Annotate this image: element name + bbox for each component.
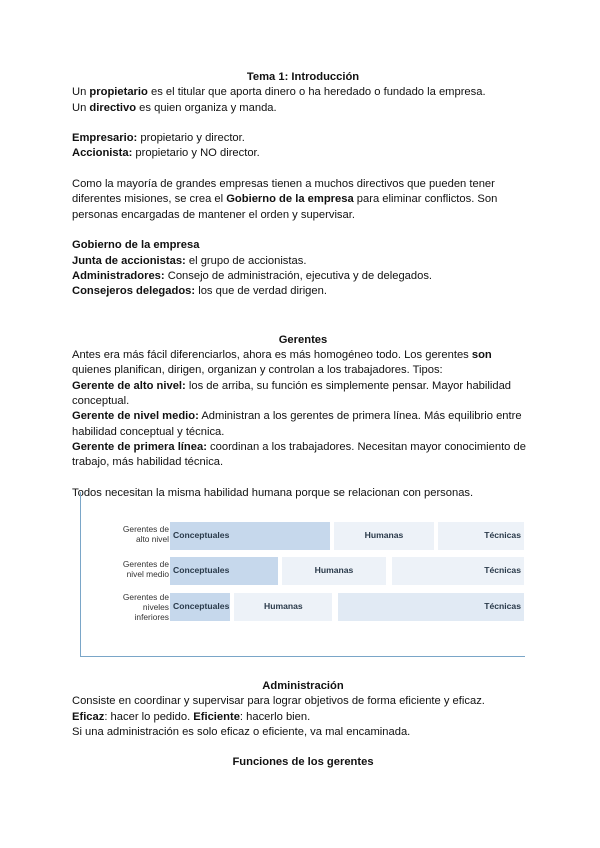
skills-diagram xyxy=(80,492,525,657)
diagram-row-medio xyxy=(81,557,525,587)
document-body xyxy=(72,70,534,501)
paragraph-nivel-medio: Gerente de nivel medio: Administran a los gerentes de primera línea. Más equilibrio entre habilidad conceptual y técnica. xyxy=(72,410,522,438)
bar-conceptuales: Conceptuales xyxy=(170,522,330,550)
bar-conceptuales: Conceptuales xyxy=(170,557,278,585)
heading-gobierno: Gobierno de la empresa xyxy=(72,239,200,252)
paragraph-primera-linea: Gerente de primera línea: coordinan a los trabajadores. Necesitan mayor conocimiento de trabajo, más habilidad técnica. xyxy=(72,440,526,469)
section-title-funciones: Funciones de los gerentes xyxy=(232,756,374,769)
bar-humanas: Humanas xyxy=(234,593,332,621)
paragraph-administracion: Consiste en coordinar y supervisar para lograr objetivos de forma eficiente y eficaz. xyxy=(72,695,485,708)
diagram-row-alto xyxy=(81,522,525,552)
section-title-introduccion: Tema 1: Introducción xyxy=(246,71,360,83)
row-label: Gerentes de alto nivel xyxy=(122,524,169,544)
paragraph-junta: Junta de accionistas: el grupo de accionistas. xyxy=(72,254,307,267)
paragraph-todos: Todos necesitan la misma habilidad humana porque se relacionan con personas. xyxy=(72,486,474,499)
paragraph-encaminada: Si una administración es solo eficaz o eficiente, va mal encaminada. xyxy=(72,725,411,738)
section-title-administracion: Administración xyxy=(262,680,344,692)
paragraph-empresario: Empresario: propietario y director. xyxy=(72,132,245,145)
paragraph-directivo: Un directivo es quien organiza y manda. xyxy=(72,101,277,114)
bar-humanas: Humanas xyxy=(282,557,386,585)
paragraph-alto-nivel: Gerente de alto nivel: los de arriba, su función es simplemente pensar. Mayor habilidad conceptual. xyxy=(72,379,512,407)
bar-tecnicas: Técnicas xyxy=(392,557,524,585)
paragraph-gobierno: Como la mayoría de grandes empresas tienen a muchos directivos que pueden tener diferentes misiones, se crea el Gobierno de la empresa para eliminar conflictos. Son personas encargadas de mantener el orden y supervisar. xyxy=(72,178,498,221)
diagram-row-inferiores xyxy=(81,593,525,623)
bar-tecnicas: Técnicas xyxy=(338,593,524,621)
paragraph-accionista: Accionista: propietario y NO director. xyxy=(72,147,260,160)
paragraph-propietario: Un propietario es el titular que aporta dinero o ha heredado o fundado la empresa. xyxy=(72,86,486,99)
row-label: Gerentes de nivel medio xyxy=(122,559,169,579)
paragraph-administradores: Administradores: Consejo de administración, ejecutiva y de delegados. xyxy=(72,269,433,282)
bar-tecnicas: Técnicas xyxy=(438,522,524,550)
bar-conceptuales: Conceptuales xyxy=(170,593,230,621)
document-body-lower xyxy=(72,679,534,771)
bar-humanas: Humanas xyxy=(334,522,434,550)
paragraph-eficaz-eficiente: Eficaz: hacer lo pedido. Eficiente: hacerlo bien. xyxy=(72,710,311,723)
section-title-gerentes: Gerentes xyxy=(278,333,328,346)
paragraph-gerentes-intro: Antes era más fácil diferenciarlos, ahora es más homogéneo todo. Los gerentes son quienes planifican, dirigen, organizan y controlan a los trabajadores. Tipos: xyxy=(72,349,492,377)
paragraph-consejeros: Consejeros delegados: los que de verdad dirigen. xyxy=(72,285,327,298)
row-label: Gerentes de niveles inferiores xyxy=(122,592,169,622)
